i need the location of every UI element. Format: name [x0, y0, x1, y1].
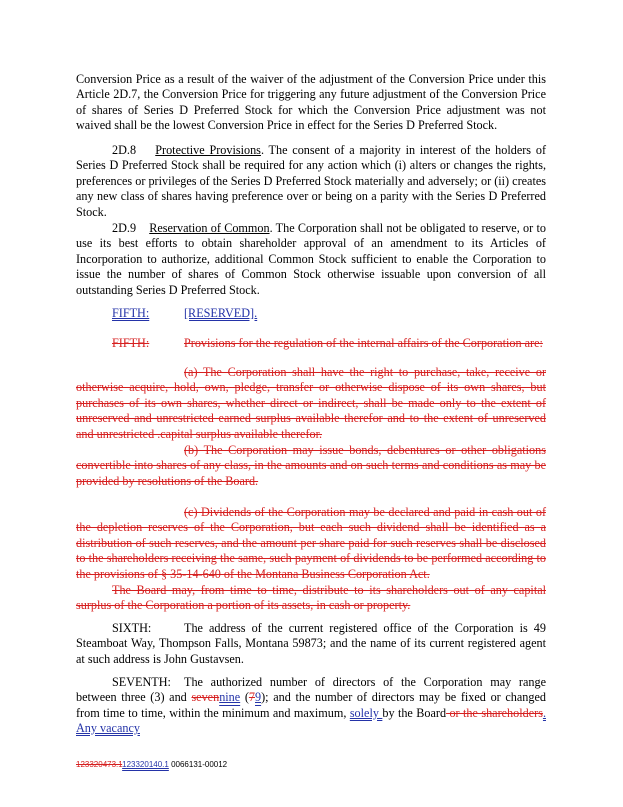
deleted-board-distribution-text: The Board may, from time to time, distribute to its shareholders out of any capital surplus of the Corporation a portion of its assets, in cash or property. — [76, 583, 546, 613]
section-number-2d8: 2D.8 — [112, 143, 137, 157]
footer-inserted-id: 123320140.1 — [122, 760, 169, 769]
fifth-deleted-label: FIFTH: — [112, 336, 150, 350]
article-seventh — [76, 675, 546, 737]
fifth-inserted-label: FIFTH: — [112, 306, 150, 320]
deleted-clause-c-text: (c) Dividends of the Corporation may be declared and paid in cash out of the depletion reserves of the Corporation, but each such dividend shall be identified as a distribution of such reserves, and the amount per share paid for such reserves shall be disclosed to the shareholders receiving the same, such payment of dividends to be performed according to the provisions of § 35-14-640 of the Montana Business Corporation Act. — [76, 505, 546, 581]
article-fifth-deleted — [76, 336, 546, 351]
section-number-2d9: 2D.9 — [112, 221, 137, 235]
deleted-clause-b-text: (b) The Corporation may issue bonds, debentures or other obligations convertible into shares of any class, in the amounts and on such terms and conditions as may be provided by resolutions of the Board. — [76, 443, 546, 488]
seventh-inserted-nine: nine — [219, 690, 241, 705]
heading-protective-provisions: Protective Provisions — [155, 143, 261, 157]
deleted-clause-a — [76, 365, 546, 442]
footer-matter-number: 0066131-00012 — [168, 760, 228, 769]
fifth-deleted-text: Provisions for the regulation of the internal affairs of the Corporation are: — [184, 336, 543, 350]
seventh-deleted-7: 7 — [248, 690, 255, 705]
fifth-inserted-text: [RESERVED]. — [184, 306, 258, 320]
paragraph-2d8 — [76, 143, 546, 220]
seventh-deleted-shareholders: or the shareholders — [446, 705, 543, 720]
seventh-text-2: ( — [240, 690, 249, 705]
seventh-text-3: ); and the number of directors may be fixed or changed from time to time, within the minimum and maximum, — [76, 690, 546, 720]
seventh-text-1: The authorized number of directors of the Corporation may range between three (3) and — [76, 675, 546, 705]
seventh-inserted-solely: solely — [349, 705, 383, 720]
paragraph-2d9 — [76, 221, 546, 298]
article-fifth-inserted — [76, 306, 546, 321]
seventh-text-4: by the Board — [382, 705, 447, 720]
deleted-board-distribution — [76, 583, 546, 614]
sixth-body: The address of the current registered office of the Corporation is 49 Steamboat Way, Thompson Falls, Montana 59873; and the name of its current registered agent at such address is John Gustavsen. — [76, 621, 546, 666]
deleted-clause-a-text: (a) The Corporation shall have the right to purchase, take, receive or otherwise acquire, hold, own, pledge, transfer or otherwise dispose of its own shares, but purchases of its own shares, whether direct or indirect, shall be made only to the extent of unreserved and unrestricted earned surplus available therefor and to the extent of unreserved and unrestricted .capital surplus available therefor. — [76, 365, 546, 441]
heading-reservation-of-common: Reservation of Common — [149, 221, 270, 235]
seventh-label: SEVENTH: — [112, 675, 171, 689]
sixth-label: SIXTH: — [112, 621, 152, 635]
article-sixth — [76, 621, 546, 667]
deleted-clause-b — [76, 443, 546, 489]
footer-deleted-id: 123320473.1 — [76, 760, 123, 769]
deleted-clause-c — [76, 505, 546, 582]
document-footer-id — [76, 760, 227, 770]
seventh-inserted-9: 9 — [255, 690, 262, 705]
body-2d9: . The Corporation shall not be obligated to reserve, or to use its best efforts to obtain shareholder approval of an amendment to its Articles of Incorporation to authorize, additional Common Stock sufficient to enable the Corporation to issue the number of shares of Common Stock otherwise issuable upon conversion of all outstanding Series D Preferred Stock. — [76, 221, 546, 297]
paragraph-conversion-price: Conversion Price as a result of the waiver of the adjustment of the Conversion Price under this Article 2D.7, the Conversion Price for triggering any future adjustment of the Conversion Price of shares of Series D Preferred Stock for which the Conversion Price adjustment was not waived shall be the lowest Conversion Price in effect for the Series D Preferred Stock. — [76, 72, 546, 133]
seventh-inserted-any-vacancy: . Any vacancy — [76, 705, 546, 736]
seventh-deleted-seven: seven — [191, 690, 220, 705]
body-2d8: . The consent of a majority in interest of the holders of Series D Preferred Stock shall be required for any action which (i) alters or changes the rights, preferences or privileges of the Series D Preferred Stock materially and adversely; or (ii) creates any new class of shares having preference over or being on a parity with the Series D Preferred Stock. — [76, 143, 546, 219]
